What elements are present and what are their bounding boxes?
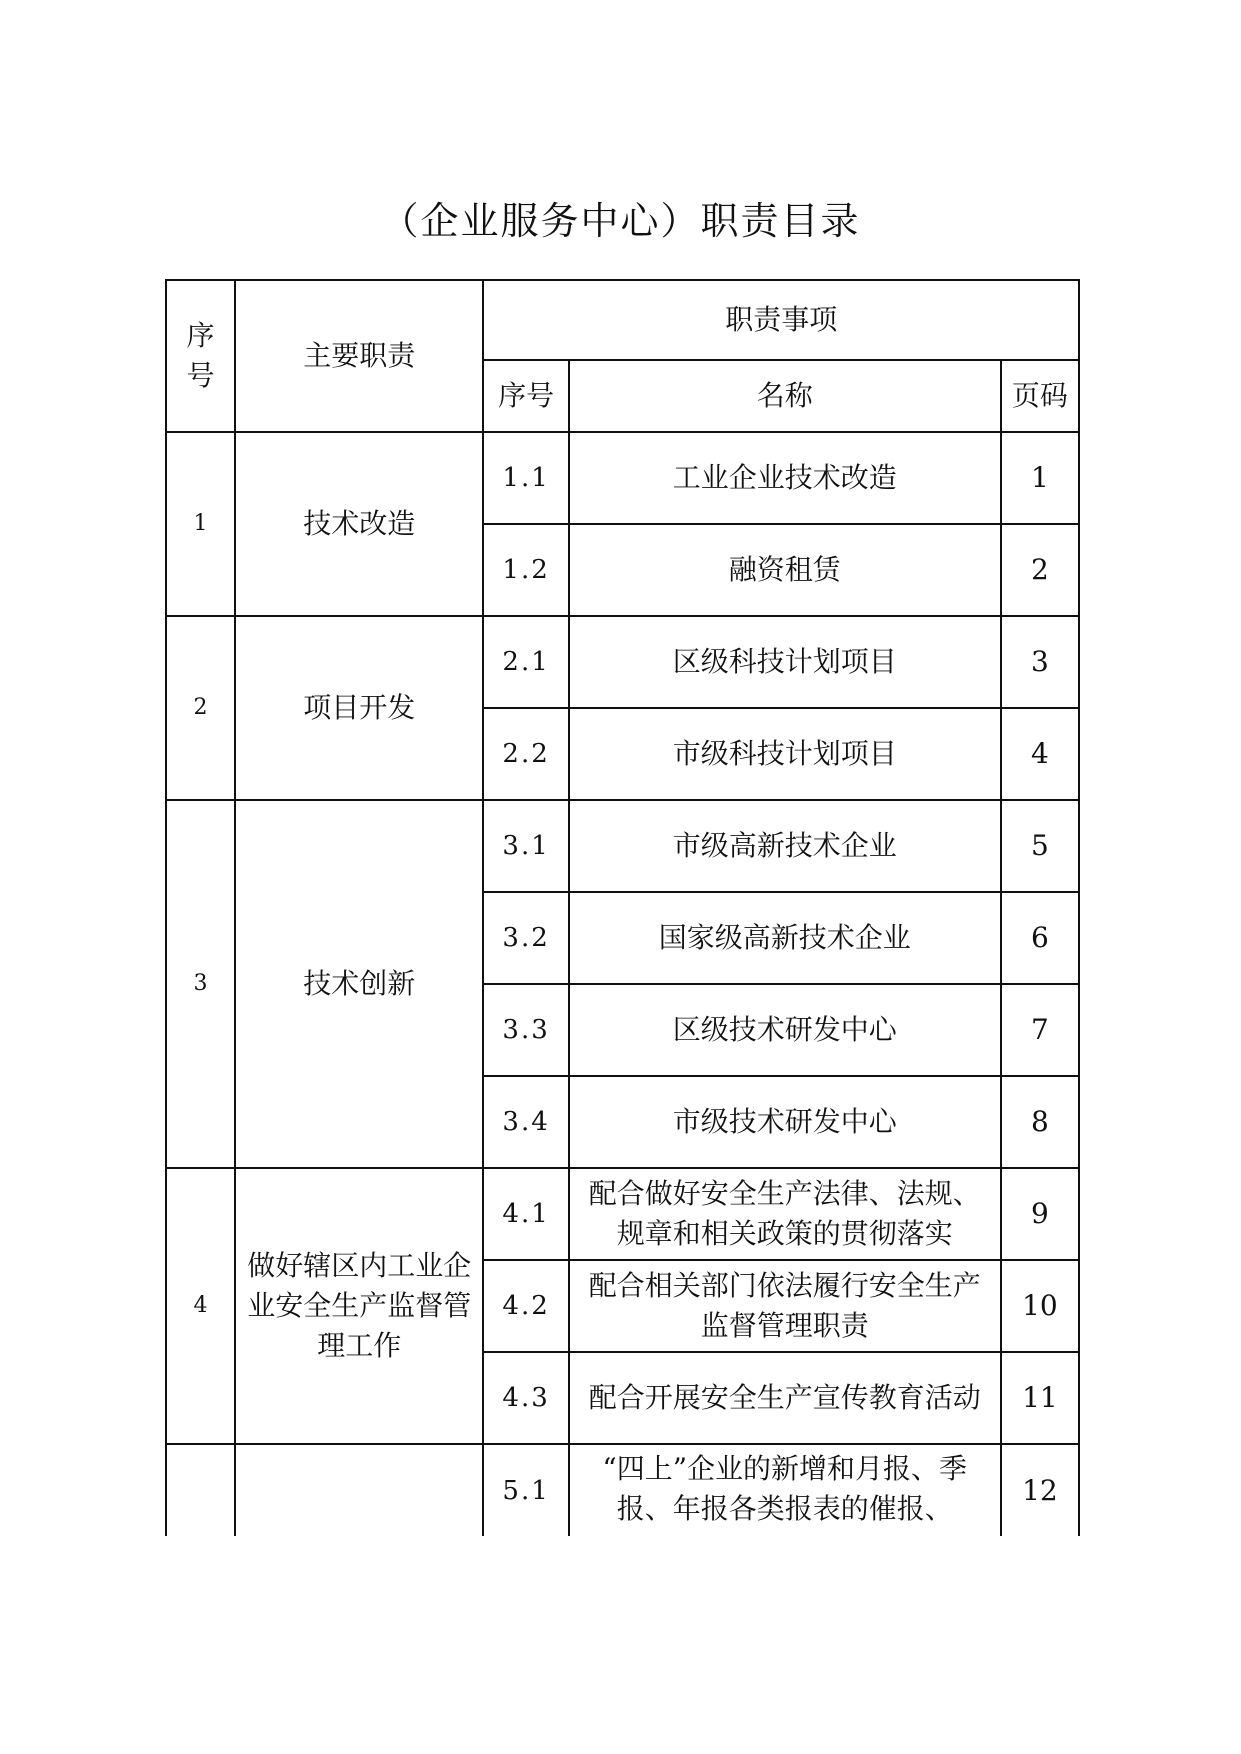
item-name: 市级技术研发中心 — [569, 1076, 1001, 1168]
group-seq: 2 — [166, 616, 235, 800]
item-page: 12 — [1001, 1444, 1079, 1536]
item-sub-seq: 2.2 — [483, 708, 568, 800]
group-seq: 3 — [166, 800, 235, 1168]
item-sub-seq: 3.4 — [483, 1076, 568, 1168]
item-sub-seq: 4.1 — [483, 1168, 568, 1260]
table-row — [166, 1444, 1079, 1536]
item-name: 融资租赁 — [569, 524, 1001, 616]
table-row — [166, 1168, 1079, 1260]
item-sub-seq: 4.3 — [483, 1352, 568, 1444]
item-name: 工业企业技术改造 — [569, 432, 1001, 524]
item-sub-seq: 4.2 — [483, 1260, 568, 1352]
item-page: 10 — [1001, 1260, 1079, 1352]
group-duty: 做好辖区内工业企业安全生产监督管理工作 — [235, 1168, 484, 1444]
item-sub-seq: 3.1 — [483, 800, 568, 892]
table-row — [166, 616, 1079, 708]
item-name: 配合开展安全生产宣传教育活动 — [569, 1352, 1001, 1444]
item-page: 2 — [1001, 524, 1079, 616]
header-main-duty: 主要职责 — [235, 280, 484, 432]
item-sub-seq: 2.1 — [483, 616, 568, 708]
header-sub-seq: 序号 — [483, 360, 568, 432]
item-page: 8 — [1001, 1076, 1079, 1168]
item-sub-seq: 3.2 — [483, 892, 568, 984]
group-seq: 4 — [166, 1168, 235, 1444]
header-name: 名称 — [569, 360, 1001, 432]
item-page: 3 — [1001, 616, 1079, 708]
table-row — [166, 800, 1079, 892]
duty-table — [165, 279, 1080, 1536]
item-page: 4 — [1001, 708, 1079, 800]
group-seq — [166, 1444, 235, 1536]
item-sub-seq: 1.1 — [483, 432, 568, 524]
item-sub-seq: 5.1 — [483, 1444, 568, 1536]
header-seq: 序号 — [166, 280, 235, 432]
item-name: 区级科技计划项目 — [569, 616, 1001, 708]
item-page: 1 — [1001, 432, 1079, 524]
document-title: （企业服务中心）职责目录 — [380, 199, 861, 243]
item-name: 国家级高新技术企业 — [569, 892, 1001, 984]
item-name: 区级技术研发中心 — [569, 984, 1001, 1076]
group-duty — [235, 1444, 484, 1536]
item-name: 配合相关部门依法履行安全生产监督管理职责 — [569, 1260, 1001, 1352]
item-sub-seq: 1.2 — [483, 524, 568, 616]
item-sub-seq: 3.3 — [483, 984, 568, 1076]
item-name: 配合做好安全生产法律、法规、规章和相关政策的贯彻落实 — [569, 1168, 1001, 1260]
item-name: “四上”企业的新增和月报、季报、年报各类报表的催报、 — [569, 1444, 1001, 1536]
duty-table-container — [165, 279, 1080, 1579]
header-duty-items: 职责事项 — [483, 280, 1079, 360]
table-row — [166, 432, 1079, 524]
group-duty: 项目开发 — [235, 616, 484, 800]
item-page: 9 — [1001, 1168, 1079, 1260]
group-seq: 1 — [166, 432, 235, 616]
item-page: 6 — [1001, 892, 1079, 984]
item-name: 市级高新技术企业 — [569, 800, 1001, 892]
header-page: 页码 — [1001, 360, 1079, 432]
group-duty: 技术改造 — [235, 432, 484, 616]
item-name: 市级科技计划项目 — [569, 708, 1001, 800]
group-duty: 技术创新 — [235, 800, 484, 1168]
item-page: 7 — [1001, 984, 1079, 1076]
item-page: 11 — [1001, 1352, 1079, 1444]
item-page: 5 — [1001, 800, 1079, 892]
